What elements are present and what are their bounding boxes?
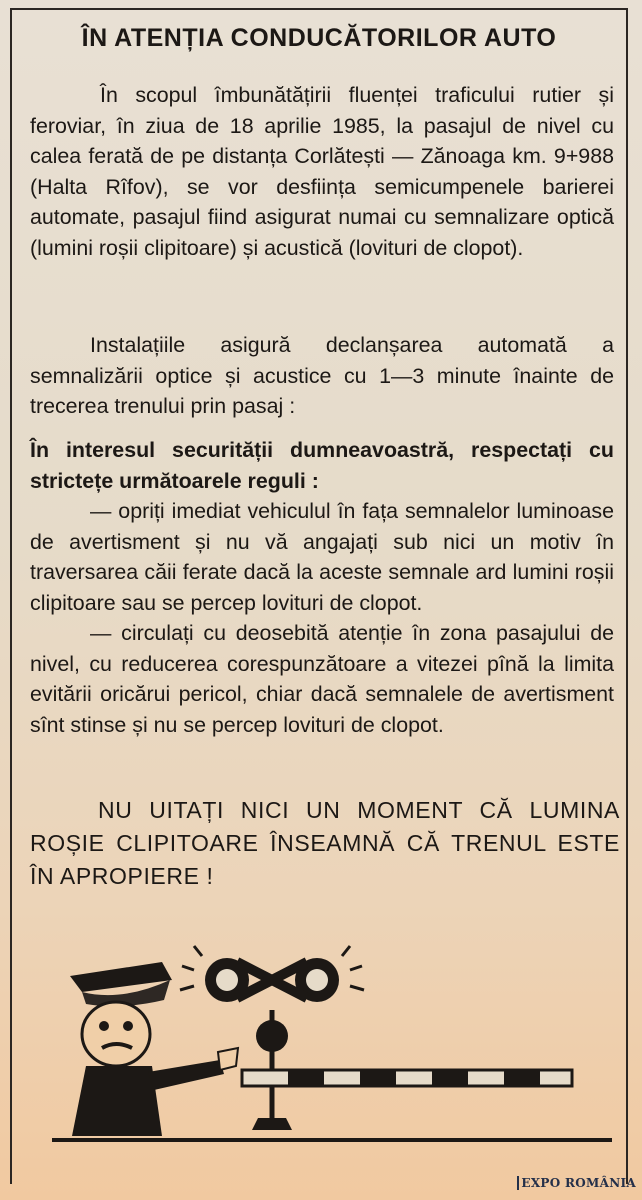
level-crossing-illustration bbox=[52, 940, 612, 1160]
warning-line: NU UITAȚI NICI UN MOMENT CĂ LUMINA ROȘIE CLIPITOARE ÎNSEAMNĂ CĂ TRENUL ESTE ÎN APROPIERE ! bbox=[30, 797, 620, 889]
rules-lead: În interesul securității dumneavoastră, respectați cu strictețe următoarele reguli : bbox=[30, 438, 614, 493]
watermark-label: EXPO ROMÂNIA bbox=[517, 1176, 636, 1190]
warning-text bbox=[30, 794, 620, 893]
rules-section bbox=[30, 435, 614, 740]
crossing-signal bbox=[180, 946, 364, 1130]
newspaper-clipping bbox=[10, 8, 628, 1184]
rule-stop: — opriți imediat vehiculul în fața semnalelor luminoase de avertisment și nu vă angajați sub nici un motiv în traversarea căii ferate dacă la aceste semnale ard lumini roșii clipitoare sau se percep lovituri de clopot. bbox=[30, 499, 614, 615]
watermark bbox=[517, 1176, 636, 1190]
paragraph-closure-announcement: În scopul îmbunătățirii fluenței traficului rutier și feroviar, în ziua de 18 aprilie 1985, la pasajul de nivel cu calea ferată de pe distanța Corlătești — Zănoaga km. 9+988 (Halta Rîfov), se vor desființa semicumpenele barierei automate, pasajul fiind asigurat numai cu semnalizare optică (lumini roșii clipitoare) și acustică (lovituri de clopot). bbox=[30, 83, 614, 260]
barrier-arm bbox=[242, 1070, 572, 1086]
notice-title: ÎN ATENȚIA CONDUCĂTORILOR AUTO bbox=[81, 24, 557, 52]
paragraph-signal-timing: Instalațiile asigură declanșarea automată a semnalizării optice și acustice cu 1—3 minute înainte de trecerea trenului prin pasaj : bbox=[30, 333, 614, 418]
rule-caution: — circulați cu deosebită atenție în zona pasajului de nivel, cu reducerea corespunzătoare a vitezei pînă la limita evitării oricărui pericol, chiar dacă semnalele de avertisment sînt stinse și nu se percep lovituri de clopot. bbox=[30, 621, 614, 737]
